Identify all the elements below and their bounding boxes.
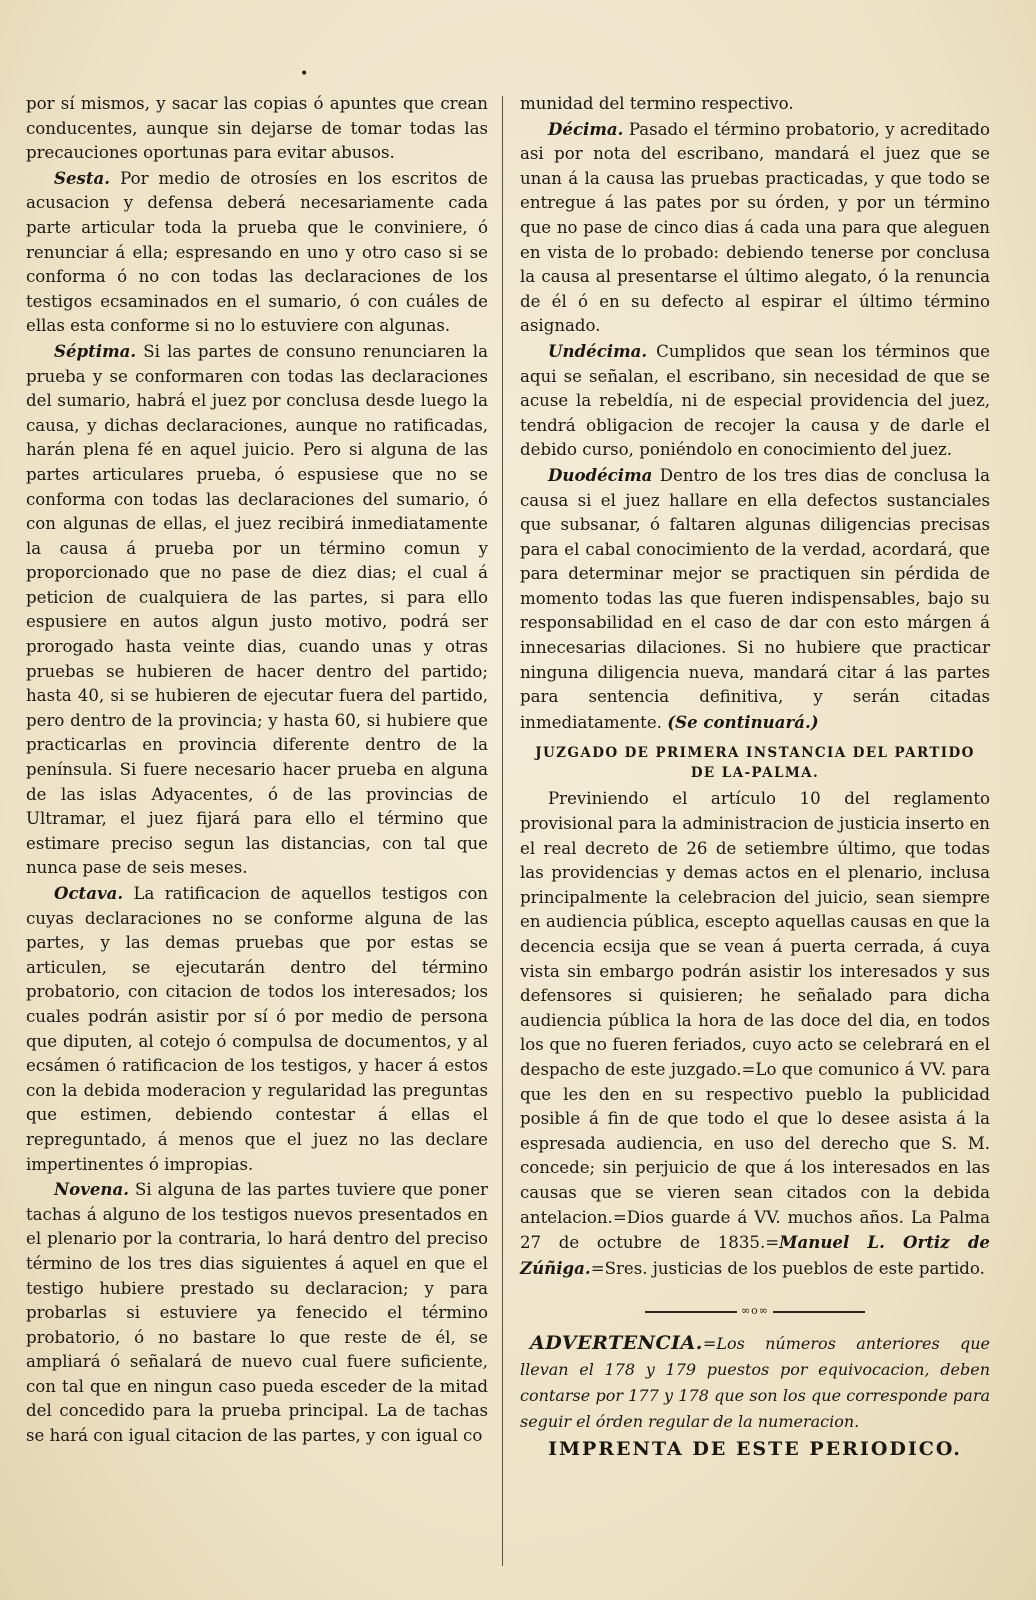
left-column: [26, 92, 488, 1449]
paragraph-novena: [26, 1177, 488, 1449]
lead-novena: Novena.: [54, 1179, 130, 1200]
ornament-divider: [520, 1299, 990, 1324]
text-novena: Si alguna de las partes tuviere que poner tachas á alguno de los testigos nuevos presentados en el plenario por la contraria, lo hará dentro del preciso término de los tres dias siguientes á aquel en que el testigo hubiere prestado su declaracion; y para probarlas si estuviere ya fenecido el término probatorio, ó no bastare lo que reste de él, se ampliará ó señalará de nuevo cual fuere suficiente, con tal que en ningun caso pueda esceder de la mitad del concedido para la prueba principal. La de tachas se hará con igual citacion de las partes, y con igual co: [26, 1180, 488, 1446]
printer-imprint: IMPRENTA DE ESTE PERIODICO.: [548, 1437, 962, 1460]
lead-decima: Décima.: [548, 118, 624, 139]
signature: Manuel L. Ortiz de Zúñiga.: [520, 1232, 990, 1278]
column-divider: [502, 96, 503, 1566]
notice-text: Previniendo el artículo 10 del reglamento provisional para la administracion de justicia inserto en el real decreto de 26 de setiembre último, que todas las providencias y demas actos en el plenario, inclusa principalmente la celebracion del juicio, sean siempre en audiencia pública, escepto aquellas causas en que la decencia ecsija que se vean á puerta cerrada, á cuya vista sin embargo podrán asistir los interesados y sus defensores si quisieren; he señalado para dicha audiencia pública la hora de las doce del dia, en todos los que no fueren feriados, cuyo acto se celebrará en el despacho de este juzgado.=Lo que comunico á VV. para que les den en su respectivo pueblo la publicidad posible á fin de que todo el que lo desee asista á la espresada audiencia, en uso del derecho que S. M. concede; sin perjuicio de que á los interesados en las causas que se vieren sean citados con la debida antelacion.=Dios guarde á VV. muchos años. La Palma 27 de octubre de 1835.=: [520, 789, 990, 1253]
lead-undecima: Undécima.: [548, 340, 648, 361]
heading-line-2: DE LA-PALMA.: [690, 765, 820, 782]
paragraph-duodecima: [520, 463, 990, 736]
section-heading: [520, 743, 990, 783]
advertencia-notice: [520, 1330, 990, 1435]
paragraph-decima: [520, 117, 990, 339]
ornament-rule-left: [645, 1311, 737, 1313]
advert-text: =Los números anteriores que llevan el 178 y 179 puestos por equivocacion, deben contarse por 177 y 178 que son los que corresponde para seguir el órden regular de la numeracion.: [520, 1333, 990, 1431]
lead-septima: Séptima.: [54, 340, 137, 361]
right-column: [520, 92, 990, 1462]
paragraph-septima: [26, 339, 488, 881]
text-undecima: Cumplidos que sean los términos que aqui se señalan, el escribano, sin necesidad de que se acuse la rebeldía, ni de especial providencia del juez, tendrá obligacion de recojer la causa y de darle el debido curso, poniéndolo en conocimiento del juez.: [520, 341, 990, 460]
paragraph-notice: [520, 787, 990, 1281]
text-octava: La ratificacion de aquellos testigos con cuyas declaraciones no se conforme alguna de las partes, y las demas pruebas que por estas se articulen, se ejecutarán dentro del término probatorio, con citacion de todos los interesados; los cuales podrán asistir por sí ó por medio de persona que diputen, al cotejo ó compulsa de documentos, y al ecsámen ó ratificacion de los testigos, y hacer á estos con la debida moderacion y regularidad las preguntas que estimen, debiendo contestar á ellas el repreguntado, á menos que el juez no las declare impertinentes ó impropias.: [26, 884, 488, 1174]
continuation-note: (Se continuará.): [667, 711, 819, 732]
advert-title: ADVERTENCIA.: [530, 1331, 703, 1354]
heading-line-1: JUZGADO DE PRIMERA INSTANCIA DEL PARTIDO: [535, 745, 975, 762]
text-duodecima: Dentro de los tres dias de conclusa la causa si el juez hallare en ella defectos sustanciales que subsanar, ó faltaren algunas diligencias precisas para el cabal conocimiento de la verdad, acordará, que para determinar mejor se practiquen sin pérdida de momento todas las que fueren indispensables, bajo su responsabilidad en el caso de dar con esto márgen á innecesarias dilaciones. Si no hubiere que practicar ninguna diligencia nueva, mandará citar á las partes para sentencia definitiva, y serán citadas inmediatamente.: [520, 465, 990, 732]
paragraph-undecima: [520, 339, 990, 463]
text-decima: Pasado el término probatorio, y acreditado asi por nota del escribano, mandará el juez que se unan á la causa las pruebas practicadas, y que todo se entregue á las pates por su órden, y por un término que no pase de cinco dias á cada una para que aleguen en vista de lo probado: debiendo tenerse por conclusa la causa al presentarse el último alegato, ó la renuncia de él ó en su defecto al espirar el último término asignado.: [520, 119, 990, 336]
text-sexta: Por medio de otrosíes en los escritos de acusacion y defensa deberá necesariamente cada parte articular toda la prueba que le conviniere, ó renunciar á ella; espresando en uno y otro caso si se conforma ó no con todas las declaraciones de los testigos ecsaminados en el sumario, ó con cuáles de ellas esta conforme si no lo estuviere con algunas.: [26, 168, 488, 336]
lead-duodecima: Duodécima: [548, 464, 653, 485]
paragraph-octava: [26, 881, 488, 1177]
top-mark: •: [300, 66, 309, 82]
paragraph-intro: por sí mismos, y sacar las copias ó apuntes que crean conducentes, aunque sin dejarse de tomar todas las precauciones oportunas para evitar abusos.: [26, 94, 488, 163]
lead-sexta: Sesta.: [54, 167, 111, 188]
lead-octava: Octava.: [54, 883, 124, 903]
ornament-center: ∞o∞: [741, 1304, 769, 1318]
text-septima: Si las partes de consuno renunciaren la prueba y se conformaren con todas las declaraciones del sumario, habrá el juez por conclusa desde luego la causa, y dichas declaraciones, aunque no ratificadas, harán plena fé en aquel juicio. Pero si alguna de las partes articulares prueba, ó espusiese que no se conforma con todas las declaraciones del sumario, ó con algunas de ellas, el juez recibirá inmediatamente la causa á prueba por un término comun y proporcionado que no pase de diez dias; el cual á peticion de cualquiera de las partes, si para ello espusiere en autos algun justo motivo, podrá ser prorogado hasta veinte dias, cuando unas y otras pruebas se hubieren de hacer dentro del partido; hasta 40, si se hubieren de ejecutar fuera del partido, pero dentro de la provincia; y hasta 60, si hubiere que practicarlas en provincia diferente dentro de la península. Si fuere necesario hacer prueba en alguna de las islas Adyacentes, ó de las provincias de Ultramar, el juez fijará para ello el término que estimare preciso segun las distancias, con tal que nunca pase de seis meses.: [26, 341, 488, 878]
closing-text: =Sres. justicias de los pueblos de este partido.: [590, 1258, 985, 1278]
paragraph-sexta: [26, 166, 488, 339]
paragraph-continuation: munidad del termino respectivo.: [520, 94, 794, 113]
ornament-rule-right: [773, 1311, 865, 1313]
